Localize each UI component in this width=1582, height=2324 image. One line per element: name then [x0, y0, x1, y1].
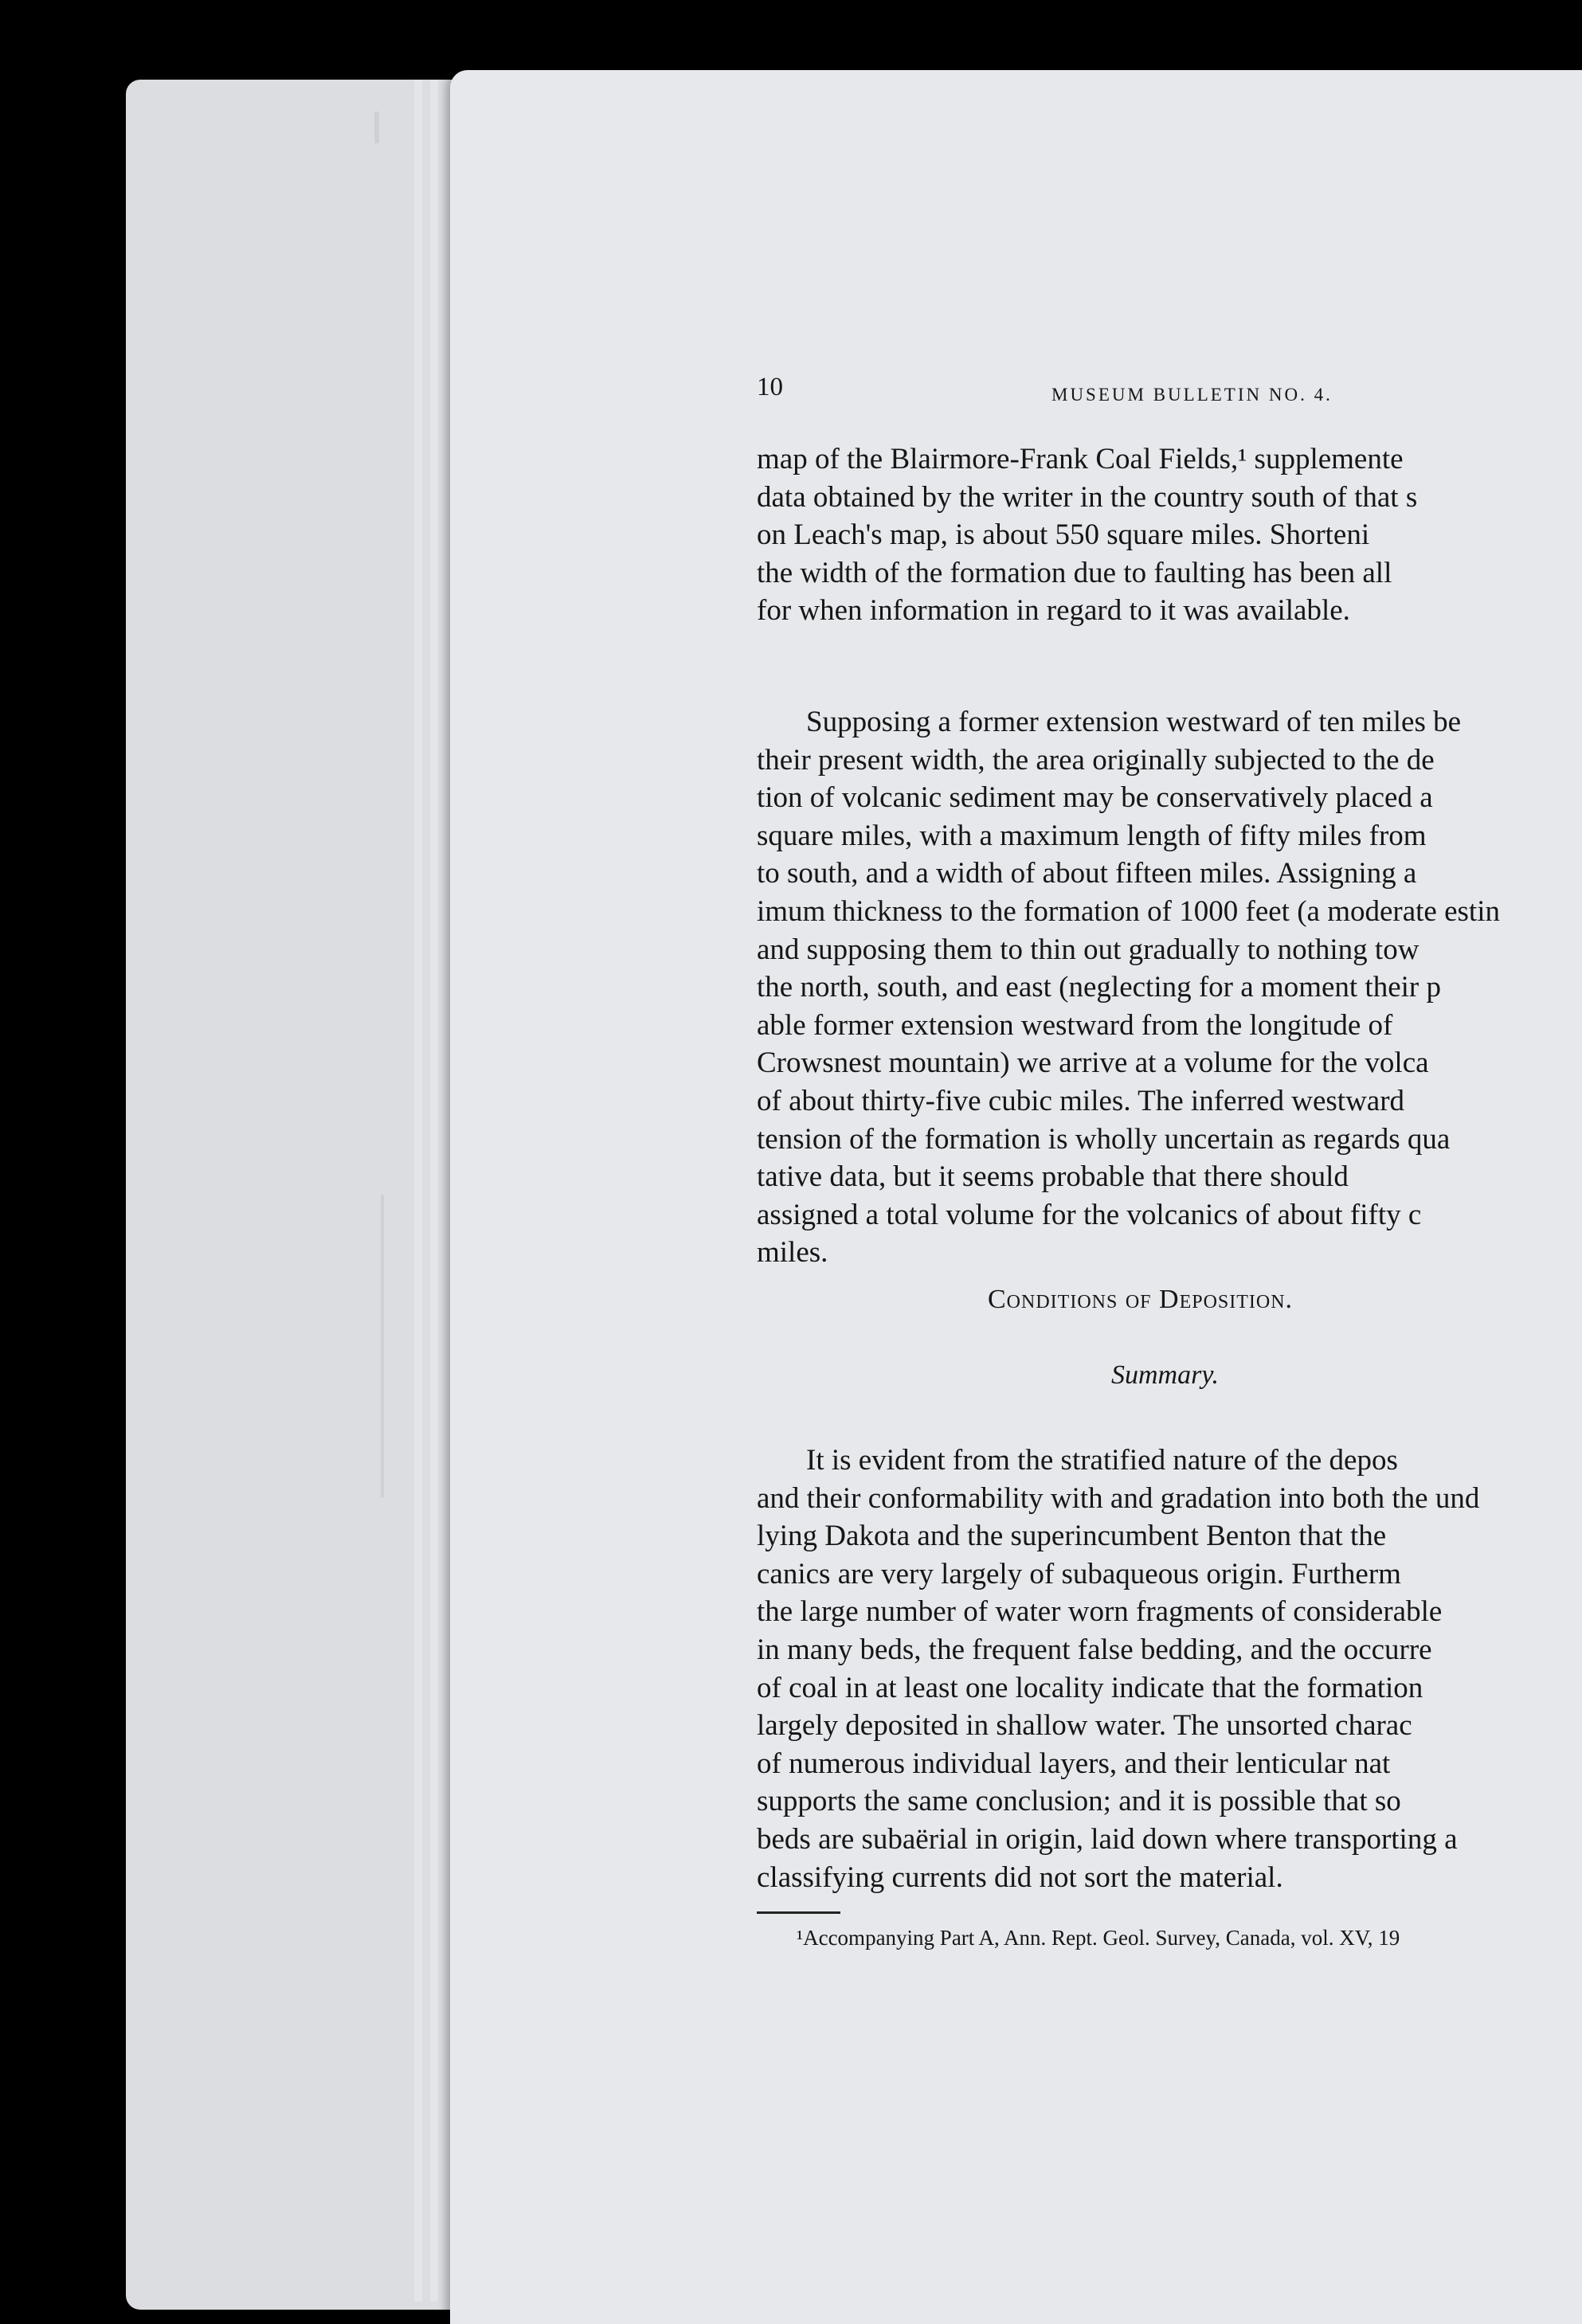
page-edge	[414, 80, 422, 2302]
text-line: map of the Blairmore-Frank Coal Fields,¹ supplemente	[757, 443, 1404, 475]
text-line: and supposing them to thin out gradually to nothing tow	[757, 933, 1419, 966]
paragraph-3	[757, 1442, 1582, 1896]
book-page	[450, 70, 1582, 2324]
text-line: able former extension westward from the longitude of	[757, 1008, 1393, 1042]
text-line: classifying currents did not sort the material.	[757, 1860, 1283, 1894]
text-line: lying Dakota and the superincumbent Benton that the	[757, 1520, 1387, 1553]
paragraph-1	[757, 440, 1582, 630]
page-number: 10	[757, 373, 783, 401]
scan-speck	[374, 112, 379, 143]
text-line: and their conformability with and gradation into both the und	[757, 1481, 1480, 1515]
text-line: the width of the formation due to faulting has been all	[757, 556, 1392, 589]
text-line: the north, south, and east (neglecting for a moment their p	[757, 971, 1441, 1004]
text-line: assigned a total volume for the volcanics of about fifty c	[757, 1198, 1422, 1231]
text-line: Supposing a former extension westward of ten miles be	[806, 706, 1462, 738]
text-line: tension of the formation is wholly uncertain as regards qua	[757, 1122, 1451, 1156]
text-line: largely deposited in shallow water. The unsorted charac	[757, 1709, 1412, 1743]
text-line: their present width, the area originally subjected to the de	[757, 743, 1435, 777]
text-line: miles.	[757, 1236, 828, 1270]
text-line: of about thirty-five cubic miles. The inferred westward	[757, 1084, 1405, 1117]
text-line: canics are very largely of subaqueous origin. Furtherm	[757, 1557, 1401, 1590]
text-line: of numerous individual layers, and their lenticular nat	[757, 1747, 1391, 1780]
text-line: imum thickness to the formation of 1000 feet (a moderate estin	[757, 894, 1500, 928]
paragraph-2	[757, 703, 1582, 1272]
text-line: supports the same conclusion; and it is possible that so	[757, 1785, 1401, 1818]
text-line: data obtained by the writer in the country south of that s	[757, 480, 1418, 514]
text-line: on Leach's map, is about 550 square miles. Shorteni	[757, 518, 1370, 552]
page-edge	[430, 80, 438, 2302]
text-line: tion of volcanic sediment may be conservatively placed a	[757, 781, 1433, 815]
text-line: square miles, with a maximum length of fifty miles from	[757, 819, 1427, 852]
section-subheading: Summary.	[1111, 1360, 1220, 1390]
text-line: in many beds, the frequent false bedding, and the occurre	[757, 1633, 1432, 1666]
text-line: to south, and a width of about fifteen miles. Assigning a	[757, 857, 1417, 890]
text-line: It is evident from the stratified nature of the depos	[806, 1444, 1398, 1477]
text-line: tative data, but it seems probable that there should	[757, 1160, 1349, 1194]
running-head: MUSEUM BULLETIN NO. 4.	[1051, 385, 1333, 405]
text-line: of coal in at least one locality indicate that the formation	[757, 1671, 1423, 1704]
footnote: ¹Accompanying Part A, Ann. Rept. Geol. Survey, Canada, vol. XV, 19	[797, 1926, 1400, 1950]
text-line: Crowsnest mountain) we arrive at a volume for the volca	[757, 1047, 1429, 1080]
text-line: beds are subaërial in origin, laid down where transporting a	[757, 1822, 1458, 1856]
footnote-rule	[757, 1911, 840, 1914]
text-line: for when information in regard to it was available.	[757, 594, 1350, 628]
text-line: the large number of water worn fragments of considerable	[757, 1595, 1443, 1629]
scan-speck	[381, 1195, 384, 1497]
section-heading: Conditions of Deposition.	[988, 1285, 1294, 1314]
